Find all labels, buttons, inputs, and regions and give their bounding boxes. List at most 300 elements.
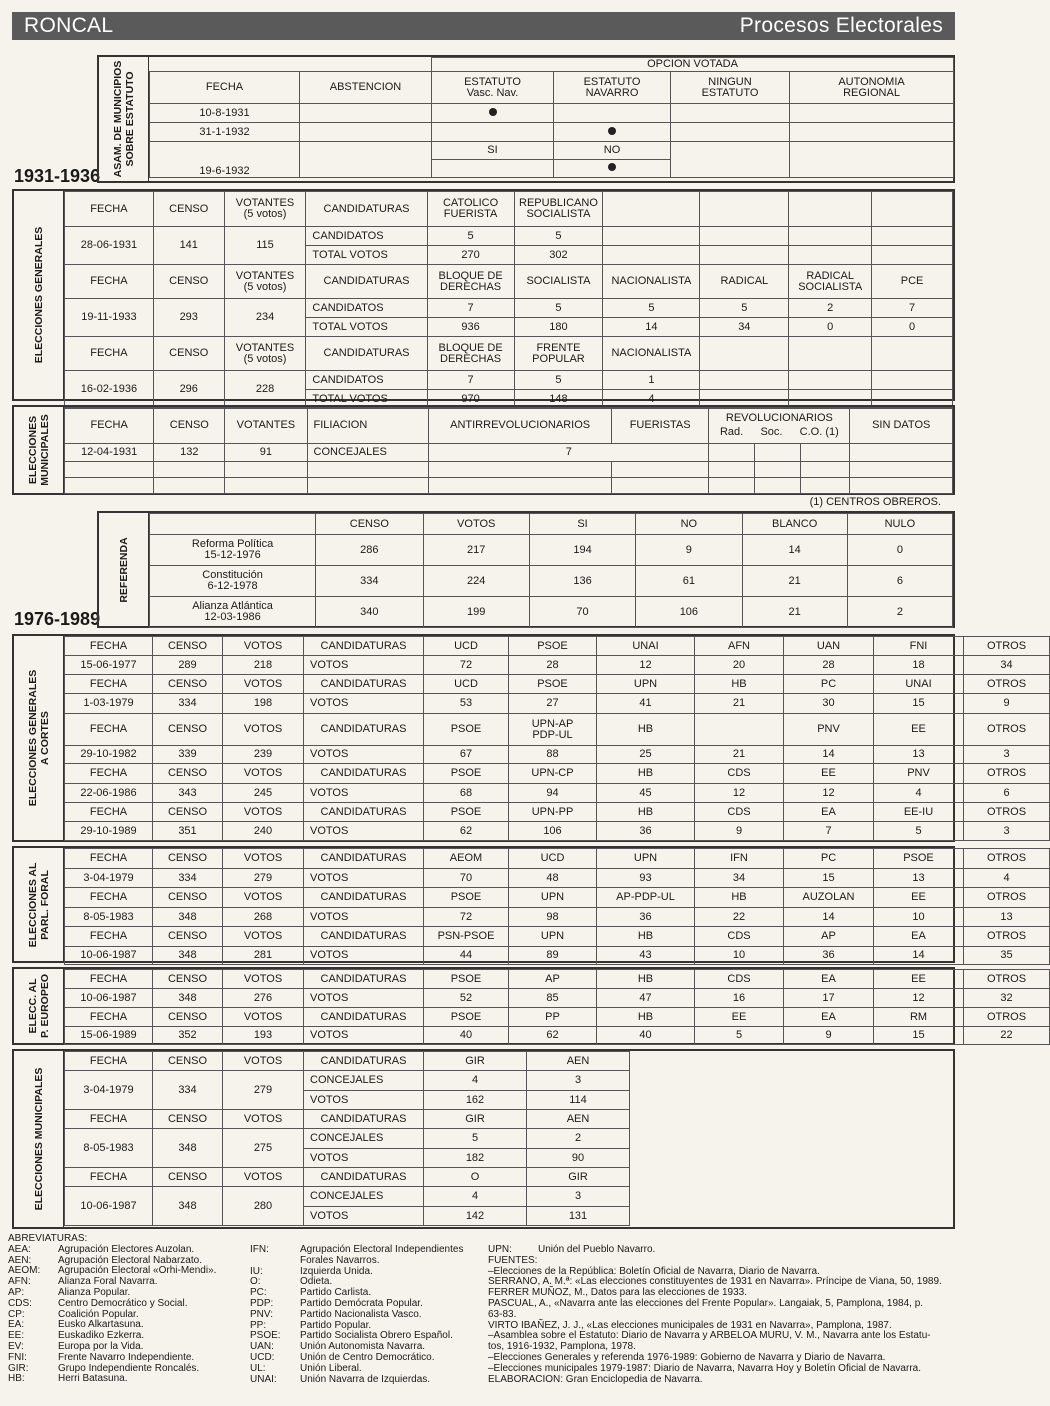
table-cell: 4 <box>424 1071 527 1091</box>
table-cell: 141 <box>153 227 224 265</box>
table-cell: 348 <box>153 947 223 965</box>
table-cell <box>432 123 554 142</box>
table-cell: SIN DATOS <box>850 408 953 444</box>
party-header: AUZOLAN <box>784 888 874 908</box>
table-cell <box>700 227 789 246</box>
table-row <box>150 72 954 104</box>
party-header: SOCIALISTA <box>514 265 603 299</box>
table-cell: CENSO <box>153 637 223 656</box>
table-cell: FECHA <box>65 192 154 227</box>
table-cell: 279 <box>223 1071 304 1110</box>
table-cell: 3-04-1979 <box>65 1071 153 1110</box>
abbr-text: Agrupación Electoral Independientes <box>300 1244 464 1255</box>
table-cell: 9 <box>964 694 1050 714</box>
table-cell: 228 <box>224 371 306 409</box>
table-cell: 5 <box>700 299 789 318</box>
party-header: AEOM <box>424 849 509 869</box>
party-header: EA <box>874 927 964 947</box>
table-cell: 275 <box>223 1129 304 1168</box>
abbr-code: CP: <box>8 1308 25 1320</box>
abbr-code: AEN: <box>8 1254 32 1266</box>
table-cell: 21 <box>695 694 784 714</box>
party-header: CDS <box>695 764 784 784</box>
party-header: RADICAL SOCIALISTA <box>789 265 872 299</box>
referendum-name: Reforma Política 15-12-1976 <box>150 535 316 566</box>
table-cell: 21 <box>695 746 784 764</box>
table-cell: 142 <box>424 1207 527 1226</box>
table-cell: 348 <box>153 908 223 927</box>
abbr-text: Frente Navarro Independiente. <box>58 1351 195 1363</box>
table-cell: 14 <box>784 746 874 764</box>
table-cell: VOTOS <box>223 927 304 947</box>
abbr-text: Partido Nacionalista Vasco. <box>300 1308 422 1320</box>
table-cell: 239 <box>223 746 304 764</box>
table-cell <box>755 444 801 462</box>
table-cell: 5 <box>514 227 603 246</box>
table-cell: 936 <box>427 318 514 337</box>
table-cell: 94 <box>509 784 597 803</box>
table-cell: CANDIDATURAS <box>304 1008 424 1027</box>
table-cell: FECHA <box>65 970 153 989</box>
party-header: AEN <box>527 1110 630 1129</box>
table-cell <box>671 142 790 178</box>
table-cell: 234 <box>224 299 306 337</box>
party-header: AP <box>509 970 597 989</box>
table-cell: CANDIDATURAS <box>304 888 424 908</box>
table-cell <box>709 444 755 462</box>
municipales-section <box>12 1049 955 1229</box>
table-row <box>65 803 1050 822</box>
table-cell: 13 <box>874 869 964 888</box>
table-cell <box>554 160 671 178</box>
table-row <box>65 299 953 318</box>
table-cell: 35 <box>964 947 1050 965</box>
table-cell: CONCEJALES <box>307 444 429 462</box>
table-cell <box>790 123 954 142</box>
party-header: PSOE <box>424 714 509 746</box>
party-header: HB <box>695 888 784 908</box>
table-cell: 348 <box>153 1129 223 1168</box>
table-cell: 5 <box>424 1129 527 1149</box>
table-cell: CENSO <box>153 803 223 822</box>
table-cell: 334 <box>316 566 423 597</box>
party-header: EA <box>784 803 874 822</box>
fuentes-title: FUENTES: <box>488 1254 538 1266</box>
table-cell: FECHA <box>65 927 153 947</box>
party-header: PSOE <box>509 637 597 656</box>
party-header: EE <box>874 970 964 989</box>
table-cell <box>307 462 429 478</box>
party-header: PCE <box>872 265 953 299</box>
table-cell: 5 <box>514 299 603 318</box>
sub-header: Soc. <box>760 426 783 438</box>
table-cell: FECHA <box>65 849 153 869</box>
table-cell: 334 <box>153 869 223 888</box>
party-header: OTROS <box>964 970 1050 989</box>
table-cell: 4 <box>874 784 964 803</box>
table-cell: 10-06-1987 <box>65 1187 153 1226</box>
party-header: AP-PDP-UL <box>597 888 695 908</box>
party-header: OTROS <box>964 1008 1050 1027</box>
si-header: SI <box>432 142 554 160</box>
abbreviations-col2 <box>250 1245 463 1385</box>
party-header: UPN <box>509 927 597 947</box>
table-cell: CENSO <box>153 1168 223 1187</box>
table-row <box>65 822 1050 841</box>
abbr-text: Euskadiko Ezkerra. <box>58 1330 145 1342</box>
table-cell: 22-06-1986 <box>65 784 153 803</box>
party-header: HB <box>597 764 695 784</box>
abbr-code: PNV: <box>250 1308 273 1320</box>
table-cell: 18 <box>874 656 964 675</box>
table-cell <box>671 123 790 142</box>
table-cell: FILIACION <box>307 408 429 444</box>
abbr-code: EA: <box>8 1319 25 1331</box>
party-header: PSOE <box>424 764 509 784</box>
table-cell: 148 <box>514 390 603 409</box>
table-cell <box>429 478 612 494</box>
table-cell: 3-04-1979 <box>65 869 153 888</box>
table-cell: VOTOS <box>304 656 424 675</box>
table-cell: 27 <box>509 694 597 714</box>
party-header: PSOE <box>509 675 597 694</box>
table-cell: VOTOS <box>304 869 424 888</box>
table-cell: CANDIDATURAS <box>306 265 427 299</box>
party-header: NACIONALISTA <box>603 265 700 299</box>
sources-col <box>488 1245 958 1385</box>
table-cell <box>709 462 755 478</box>
party-header: UPN-CP <box>509 764 597 784</box>
referenda-header: SI <box>529 514 635 535</box>
party-header: EE-IU <box>874 803 964 822</box>
table-row <box>65 462 953 478</box>
abbr-code: O: <box>250 1276 261 1288</box>
party-header: PNV <box>874 764 964 784</box>
table-cell: CANDIDATURAS <box>304 637 424 656</box>
table-row <box>65 478 953 494</box>
parlamento-foral-section <box>12 846 1027 963</box>
table-row <box>65 714 1050 746</box>
table-cell <box>789 371 872 390</box>
table-cell: FECHA <box>65 1168 153 1187</box>
table-row <box>65 675 1050 694</box>
table-cell: VOTOS <box>223 1110 304 1129</box>
table-cell: 31-1-1932 <box>150 123 300 142</box>
party-header: OTROS <box>964 849 1050 869</box>
abbr-code: HB: <box>8 1373 25 1385</box>
abbr-code: UCD: <box>250 1351 275 1363</box>
table-cell: 4 <box>964 869 1050 888</box>
table-cell: VOTOS <box>304 908 424 927</box>
table-cell: VOTOS <box>304 947 424 965</box>
table-cell: CANDIDATURAS <box>304 714 424 746</box>
table-cell: 7 <box>429 444 709 462</box>
party-header: IFN <box>695 849 784 869</box>
table-cell: 293 <box>153 299 224 337</box>
table-cell: 9 <box>636 535 742 566</box>
table-cell <box>755 462 801 478</box>
table-cell: 52 <box>424 989 509 1008</box>
table-cell: 28 <box>509 656 597 675</box>
table-cell: 5 <box>874 822 964 841</box>
em-label: ELECCIONES MUNICIPALES <box>32 1067 45 1211</box>
generales-cortes-section <box>12 634 1027 842</box>
table-cell: 12 <box>695 784 784 803</box>
source-line: SERRANO, A. M.ª: «Las elecciones constituyentes de 1931 en Navarra». Príncipe de Viana, 50, 1989. <box>488 1276 942 1288</box>
party-header: REPUBLICANO SOCIALISTA <box>514 192 603 227</box>
table-cell: 224 <box>423 566 529 597</box>
table-cell <box>790 142 954 178</box>
table-cell: 7 <box>872 299 953 318</box>
table-cell: CONCEJALES <box>304 1129 424 1149</box>
party-header: HB <box>597 1008 695 1027</box>
table-row <box>65 227 953 246</box>
table-cell: VOTANTES (5 votos) <box>224 192 306 227</box>
source-line: FERRER MUÑOZ, M., Datos para las elecciones de 1933. <box>488 1287 747 1299</box>
table-cell: 340 <box>316 597 423 628</box>
table-row <box>65 1008 1050 1027</box>
abbr-text: Partido Demócrata Popular. <box>300 1297 423 1309</box>
source-line: PASCUAL, A., «Navarra ante las elecciones del Frente Popular». Langaiak, 5, Pamplona, 1984, p. <box>488 1297 924 1309</box>
table-cell: 2 <box>847 597 952 628</box>
table-cell: 7 <box>427 299 514 318</box>
abbr-code: PC: <box>250 1287 267 1299</box>
table-row <box>150 58 954 72</box>
table-cell <box>872 246 953 265</box>
table-cell: 270 <box>427 246 514 265</box>
table-cell: 40 <box>424 1027 509 1045</box>
table-row <box>150 514 953 535</box>
table-cell: 40 <box>597 1027 695 1045</box>
elecciones-municipales-1931-section <box>12 405 955 495</box>
table-cell: 281 <box>223 947 304 965</box>
referenda-header: CENSO <box>316 514 423 535</box>
table-cell: VOTOS <box>223 1008 304 1027</box>
source-line: tos, 1916-1932, Pamplona, 1978. <box>488 1341 636 1353</box>
abbr-code: EE: <box>8 1330 25 1342</box>
abbr-text: Odieta. <box>300 1276 333 1288</box>
vote-dot-icon <box>608 127 616 135</box>
table-cell: 62 <box>509 1027 597 1045</box>
abbr-entry <box>250 1267 463 1278</box>
table-cell: FECHA <box>65 408 154 444</box>
table-row <box>65 265 953 299</box>
sub-header: C.O. (1) <box>799 426 839 438</box>
table-row <box>150 597 953 628</box>
abbr-text: Unión Liberal. <box>300 1362 362 1374</box>
table-cell: 13 <box>874 746 964 764</box>
table-cell: CANDIDATOS <box>306 227 427 246</box>
party-header: CDS <box>695 927 784 947</box>
vote-dot-icon <box>608 163 616 171</box>
party-header: UPN <box>597 675 695 694</box>
party-header: GIR <box>527 1168 630 1187</box>
party-header: AP <box>784 927 874 947</box>
abbr-code: AEA: <box>8 1243 31 1255</box>
table-cell: 19-11-1933 <box>65 299 154 337</box>
table-cell <box>154 478 225 494</box>
table-cell: 34 <box>695 869 784 888</box>
table-cell: TOTAL VOTOS <box>306 318 427 337</box>
abbr-code: CDS: <box>8 1297 32 1309</box>
table-cell: CANDIDATURAS <box>304 927 424 947</box>
abbreviations-col1 <box>8 1234 216 1385</box>
party-header: EE <box>695 1008 784 1027</box>
table-cell: CENSO <box>153 927 223 947</box>
table-cell <box>850 462 953 478</box>
revolucionarios-header <box>709 408 850 444</box>
table-row <box>65 989 1050 1008</box>
party-header: EA <box>784 970 874 989</box>
table-cell <box>700 192 789 227</box>
party-header: PC <box>784 675 874 694</box>
party-header: PNV <box>784 714 874 746</box>
abbr-code: AFN: <box>8 1276 31 1288</box>
table-row <box>65 1110 954 1129</box>
table-cell: 194 <box>529 535 635 566</box>
table-cell: 136 <box>529 566 635 597</box>
table-cell: 352 <box>153 1027 223 1045</box>
table-cell: 14 <box>603 318 700 337</box>
party-header: UCD <box>424 637 509 656</box>
party-header: OTROS <box>964 637 1050 656</box>
fecha-header: FECHA <box>150 72 300 104</box>
table-cell: VOTOS <box>304 746 424 764</box>
table-cell: CENSO <box>153 888 223 908</box>
table-row <box>65 444 953 462</box>
table-cell: 43 <box>597 947 695 965</box>
table-cell: 114 <box>527 1091 630 1110</box>
table-cell <box>700 371 789 390</box>
referenda-table <box>149 513 953 628</box>
table-cell: 21 <box>742 566 847 597</box>
autonomia-regional-header: AUTONOMIA REGIONAL <box>790 72 954 104</box>
table-cell: 53 <box>424 694 509 714</box>
table-cell <box>872 227 953 246</box>
table-cell: 9 <box>695 822 784 841</box>
table-cell: CANDIDATURAS <box>304 970 424 989</box>
table-cell: FUERISTAS <box>611 408 708 444</box>
table-row <box>65 746 1050 764</box>
table-cell: CONCEJALES <box>304 1187 424 1207</box>
abbr-code: UL: <box>250 1362 266 1374</box>
elecciones-generales-1931-section <box>12 189 955 405</box>
table-row <box>65 637 1050 656</box>
table-cell <box>789 337 872 371</box>
party-header: PP <box>509 1008 597 1027</box>
party-header: UNAI <box>874 675 964 694</box>
estatuto-navarro-header: ESTATUTO NAVARRO <box>554 72 671 104</box>
table-cell <box>630 1168 954 1226</box>
party-header: UPN-PP <box>509 803 597 822</box>
table-cell <box>850 444 953 462</box>
table-cell: 5 <box>427 227 514 246</box>
party-header: UCD <box>509 849 597 869</box>
table-row <box>150 123 954 142</box>
abbr-title: ABREVIATURAS: <box>8 1233 88 1244</box>
referenda-header: NULO <box>847 514 952 535</box>
table-cell: 7 <box>427 371 514 390</box>
table-cell: CANDIDATURAS <box>306 192 427 227</box>
abbr-text: Partido Popular. <box>300 1319 372 1331</box>
table-cell: CENSO <box>153 714 223 746</box>
revolucionarios-label: REVOLUCIONARIOS <box>725 412 833 424</box>
table-cell: CENSO <box>153 764 223 784</box>
table-cell: 15 <box>874 1027 964 1045</box>
party-header: RM <box>874 1008 964 1027</box>
table-cell <box>150 514 316 535</box>
referenda-header: NO <box>636 514 742 535</box>
table-cell: 14 <box>784 908 874 927</box>
table-cell: 3 <box>527 1071 630 1091</box>
table-row <box>65 947 1050 965</box>
table-cell <box>154 462 225 478</box>
table-cell <box>700 337 789 371</box>
table-cell: 286 <box>316 535 423 566</box>
party-header: HB <box>597 803 695 822</box>
table-cell: VOTOS <box>223 888 304 908</box>
party-header: PSOE <box>424 1008 509 1027</box>
table-cell: FECHA <box>65 888 153 908</box>
table-cell: 15 <box>784 869 874 888</box>
table-cell: 8-05-1983 <box>65 1129 153 1168</box>
abbr-text: Unión Autonomista Navarra. <box>300 1341 426 1353</box>
table-cell <box>872 337 953 371</box>
table-cell: 47 <box>597 989 695 1008</box>
table-cell: 193 <box>223 1027 304 1045</box>
party-header: BLOQUE DE DERECHAS <box>427 265 514 299</box>
table-cell: 6 <box>847 566 952 597</box>
table-cell: 36 <box>597 822 695 841</box>
table-cell: VOTOS <box>223 849 304 869</box>
sub-header: Rad. <box>719 426 744 438</box>
em1931-table <box>64 407 953 494</box>
abbr-code: PSOE: <box>250 1330 281 1342</box>
table-cell <box>709 478 755 494</box>
table-row <box>65 970 1050 989</box>
table-cell: CENSO <box>153 1008 223 1027</box>
table-row <box>150 142 954 160</box>
table-cell: 30 <box>784 694 874 714</box>
table-row <box>65 849 1050 869</box>
table-cell: 10 <box>695 947 784 965</box>
table-cell: 88 <box>509 746 597 764</box>
table-cell: 29-10-1982 <box>65 746 153 764</box>
table-row <box>65 764 1050 784</box>
table-cell <box>700 246 789 265</box>
asamblea-table <box>149 57 954 178</box>
table-cell: 182 <box>424 1149 527 1168</box>
abbr-code: FNI: <box>8 1351 27 1363</box>
table-cell: CENSO <box>153 265 224 299</box>
party-header: HB <box>597 927 695 947</box>
table-cell: CANDIDATOS <box>306 299 427 318</box>
table-cell: VOTOS <box>223 637 304 656</box>
abbr-code: PDP: <box>250 1297 274 1309</box>
estatuto-vasc-nav-header: ESTATUTO Vasc. Nav. <box>432 72 554 104</box>
party-header: EA <box>784 1008 874 1027</box>
table-cell: VOTOS <box>304 989 424 1008</box>
table-cell: 22 <box>964 1027 1050 1045</box>
table-cell: 280 <box>223 1187 304 1226</box>
table-cell: 217 <box>423 535 529 566</box>
table-cell: CANDIDATURAS <box>304 803 424 822</box>
table-cell: 334 <box>153 1071 223 1110</box>
no-header: NO <box>554 142 671 160</box>
table-cell: 2 <box>527 1129 630 1149</box>
table-cell: 199 <box>423 597 529 628</box>
table-cell: 91 <box>225 444 307 462</box>
